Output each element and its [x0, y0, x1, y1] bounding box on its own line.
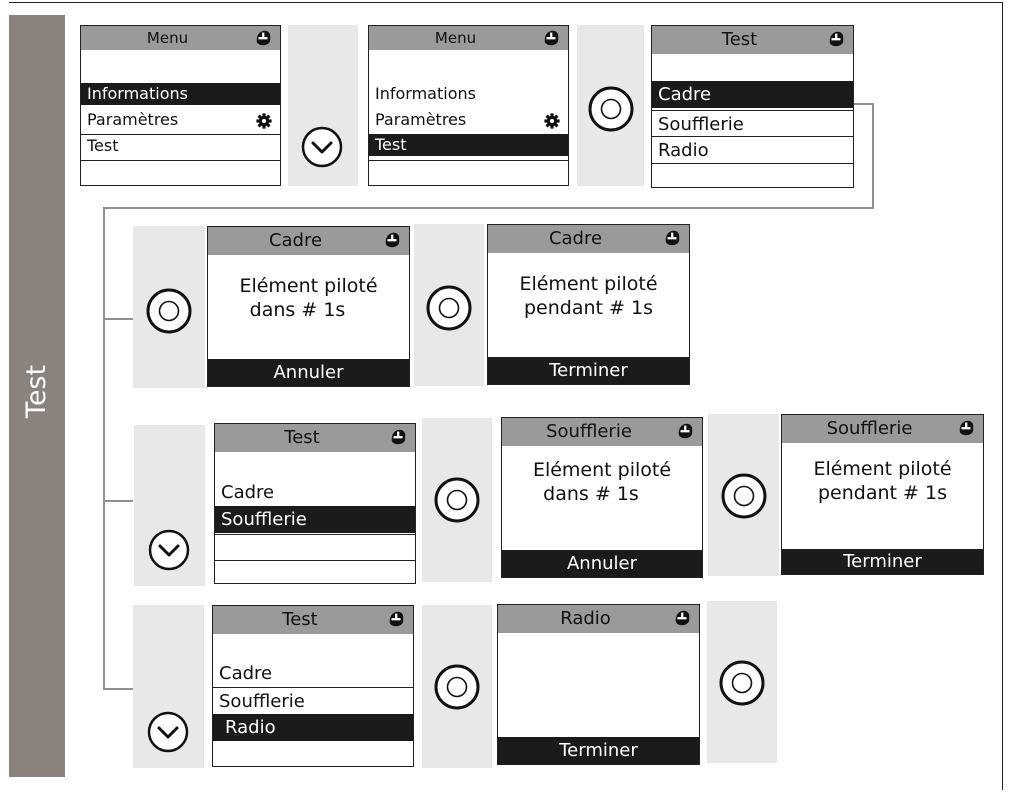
action-panel: [577, 25, 644, 186]
menu-item-label: Paramètres: [375, 110, 467, 129]
menu-screen: [80, 25, 281, 186]
cap-icon: [542, 29, 560, 47]
section-sidebar: [9, 15, 65, 777]
frame-top-line: [9, 2, 1003, 3]
connector-line: [103, 207, 105, 690]
screen-title: Test: [282, 609, 318, 630]
chevron-down-button-icon[interactable]: [146, 710, 190, 754]
action-panel: [414, 224, 484, 386]
menu-item[interactable]: Informations: [375, 84, 476, 103]
terminer-button[interactable]: Terminer: [498, 737, 699, 764]
ok-button-icon[interactable]: [425, 284, 473, 332]
status-line: pendant # 1s: [524, 297, 653, 319]
menu-item[interactable]: [369, 109, 568, 131]
ok-button-icon[interactable]: [433, 663, 481, 711]
menu-item[interactable]: Cadre: [219, 663, 273, 684]
connector-line: [103, 207, 874, 209]
screen-header: [81, 26, 280, 50]
connector-line: [103, 318, 133, 320]
connector-line: [854, 103, 874, 105]
ok-button-icon[interactable]: [718, 659, 766, 707]
cap-icon: [663, 229, 681, 247]
terminer-button[interactable]: Terminer: [488, 357, 689, 384]
status-line: Elément piloté: [239, 275, 378, 297]
screen-header: [782, 415, 983, 443]
test-menu-screen: [212, 605, 414, 767]
cap-icon: [254, 29, 272, 47]
ok-button-icon[interactable]: [587, 85, 635, 133]
screen-title: Cadre: [548, 228, 603, 249]
screen-title: Menu: [434, 29, 477, 47]
screen-title: Menu: [146, 29, 189, 47]
menu-item-empty: [652, 163, 853, 188]
action-panel: [707, 601, 777, 763]
menu-item[interactable]: Radio: [213, 714, 413, 741]
action-panel: [288, 25, 358, 186]
ok-button-icon[interactable]: [433, 476, 481, 524]
menu-item[interactable]: Test: [369, 134, 568, 156]
annuler-button[interactable]: Annuler: [502, 550, 702, 577]
action-panel: [422, 418, 492, 582]
menu-item[interactable]: Soufflerie: [215, 506, 415, 533]
radio-screen: [497, 604, 700, 765]
cadre-running-screen: [487, 224, 690, 385]
section-label: Test: [21, 364, 53, 418]
connector-line: [872, 103, 874, 209]
screen-header: [213, 606, 413, 634]
menu-item-label: Paramètres: [87, 110, 179, 129]
screen-title: Cadre: [268, 230, 323, 251]
screen-header: [502, 418, 702, 446]
chevron-down-button-icon[interactable]: [300, 125, 344, 169]
connector-line: [103, 500, 133, 502]
frame-right-line: [1002, 2, 1003, 790]
menu-item[interactable]: Cadre: [652, 81, 853, 108]
cap-icon: [673, 609, 691, 627]
cadre-countdown-screen: [207, 226, 410, 387]
menu-item[interactable]: Test: [81, 134, 280, 157]
status-line: dans # 1s: [249, 299, 346, 321]
gear-icon: [256, 113, 272, 129]
menu-item[interactable]: Radio: [652, 136, 853, 163]
menu-item[interactable]: Soufflerie: [652, 110, 853, 137]
screen-header: [652, 26, 853, 54]
menu-item-empty: [215, 534, 415, 560]
menu-item[interactable]: Soufflerie: [213, 687, 413, 714]
screen-header: [208, 227, 409, 255]
cap-icon: [383, 231, 401, 249]
test-menu-screen: [651, 25, 854, 188]
cap-icon: [676, 422, 694, 440]
menu-item-empty: [81, 160, 280, 186]
terminer-button[interactable]: Terminer: [782, 549, 983, 574]
action-panel: [422, 605, 492, 768]
screen-header: [215, 424, 415, 452]
action-panel: [133, 605, 204, 768]
connector-line: [103, 688, 133, 690]
screen-title: Soufflerie: [546, 421, 632, 442]
action-panel: [133, 226, 205, 388]
cap-icon: [827, 30, 845, 48]
menu-item[interactable]: [81, 109, 280, 131]
status-line: Elément piloté: [813, 458, 952, 480]
menu-item[interactable]: Informations: [81, 83, 280, 105]
soufflerie-countdown-screen: [501, 417, 703, 578]
status-line: pendant # 1s: [818, 482, 947, 504]
soufflerie-running-screen: [781, 414, 984, 575]
status-line: Elément piloté: [532, 459, 672, 481]
menu-item-empty: [369, 160, 568, 186]
test-menu-screen: [214, 423, 416, 584]
menu-item[interactable]: Cadre: [221, 482, 275, 503]
screen-header: [488, 225, 689, 253]
screen-title: Test: [721, 29, 758, 50]
menu-item-empty: [215, 560, 415, 584]
gear-icon: [544, 113, 560, 129]
menu-item-empty: [213, 741, 413, 767]
action-panel: [708, 414, 779, 576]
screen-title: Radio: [560, 608, 611, 629]
ok-button-icon[interactable]: [145, 287, 193, 335]
cap-icon: [957, 419, 975, 437]
screen-title: Soufflerie: [826, 418, 913, 439]
menu-screen: [368, 25, 569, 186]
annuler-button[interactable]: Annuler: [208, 359, 409, 386]
chevron-down-button-icon[interactable]: [147, 528, 191, 572]
cap-icon: [389, 428, 407, 446]
status-line: Elément piloté: [519, 273, 658, 295]
screen-title: Test: [284, 427, 320, 448]
ok-button-icon[interactable]: [720, 472, 768, 520]
cap-icon: [387, 610, 405, 628]
screen-header: [498, 605, 699, 633]
screen-header: [369, 26, 568, 50]
action-panel: [134, 425, 205, 586]
status-line: dans # 1s: [543, 483, 639, 505]
